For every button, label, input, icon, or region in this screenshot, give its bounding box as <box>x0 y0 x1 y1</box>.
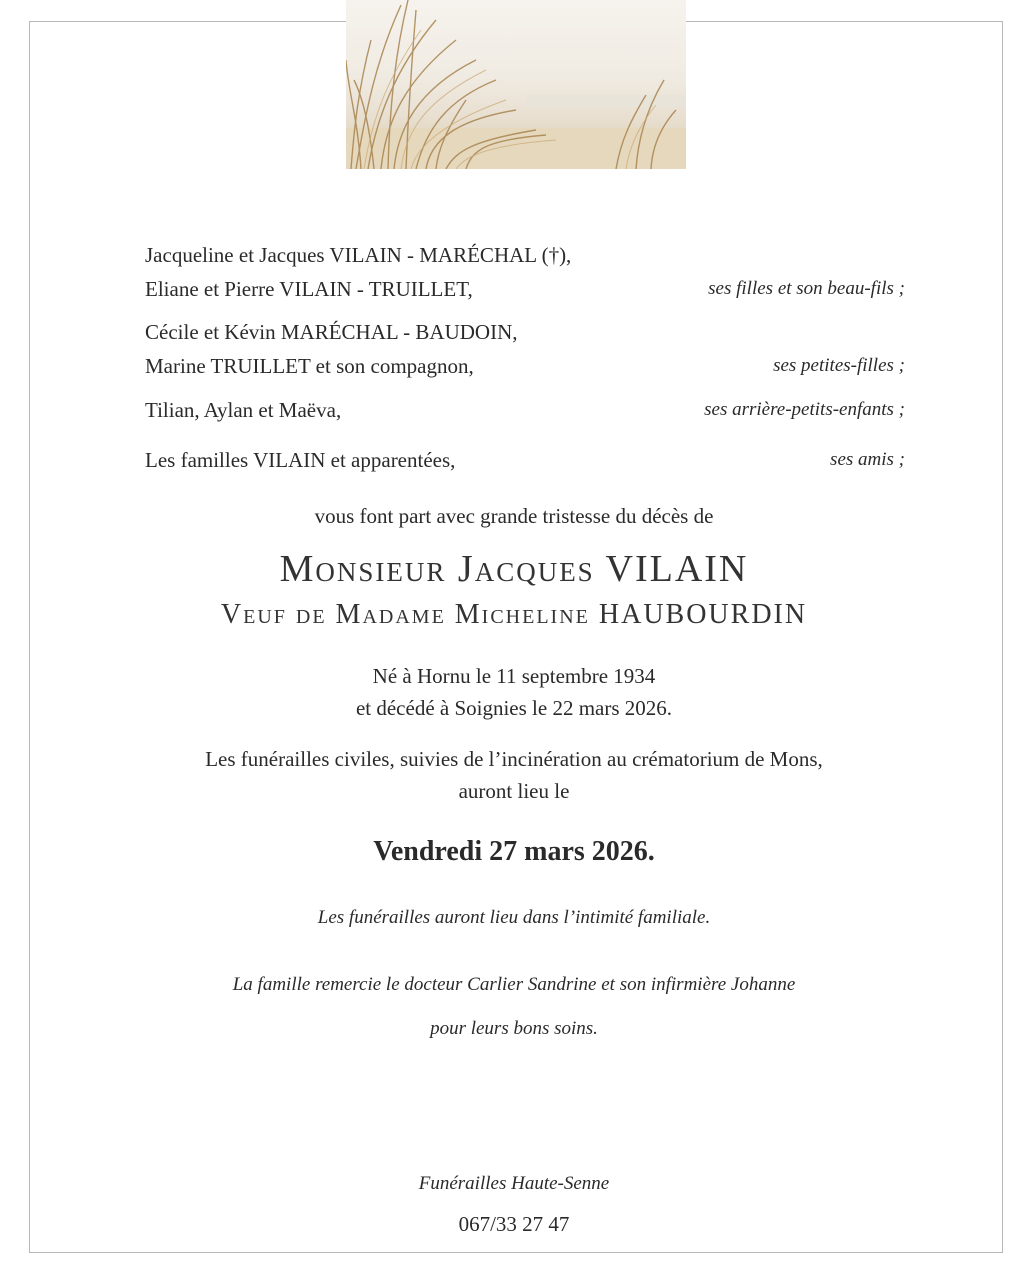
funeral-line: auront lieu le <box>458 779 570 803</box>
birth-death-dates <box>0 660 1028 724</box>
family-relation: ses petites-filles ; <box>773 355 905 376</box>
family-line <box>145 443 905 477</box>
family-relation: ses filles et son beau-fils ; <box>708 278 905 299</box>
family-names: Cécile et Kévin MARÉCHAL - BAUDOIN, <box>145 320 518 344</box>
family-names: Les familles VILAIN et apparentées, <box>145 448 456 472</box>
family-relation: ses amis ; <box>830 449 905 470</box>
family-names: Marine TRUILLET et son compagnon, <box>145 354 474 378</box>
death-line: et décédé à Soignies le 22 mars 2026. <box>355 696 673 720</box>
widow-of-line: Veuf de Madame Micheline HAUBOURDIN <box>220 599 808 630</box>
thanks-note <box>0 963 1028 1051</box>
undertaker-phone: 067/33 27 47 <box>458 1212 570 1236</box>
family-names: Jacqueline et Jacques VILAIN - MARÉCHAL (†), <box>145 243 572 267</box>
family-line <box>145 272 905 306</box>
funeral-date: Vendredi 27 mars 2026. <box>373 836 655 867</box>
thanks-line: pour leurs bons soins. <box>430 1018 598 1039</box>
family-names: Eliane et Pierre VILAIN - TRUILLET, <box>145 277 473 301</box>
thanks-line: La famille remercie le docteur Carlier Sandrine et son infirmière Johanne <box>232 974 796 995</box>
announcement-intro: vous font part avec grande tristesse du décès de <box>314 504 714 528</box>
page-border <box>29 21 1003 1253</box>
funeral-line: Les funérailles civiles, suivies de l’incinération au crématorium de Mons, <box>205 747 823 771</box>
undertaker-name: Funérailles Haute-Senne <box>418 1173 610 1194</box>
family-line <box>145 393 905 427</box>
birth-line: Né à Hornu le 11 septembre 1934 <box>372 664 656 688</box>
family-line <box>145 315 905 349</box>
family-relation: ses arrière-petits-enfants ; <box>704 399 905 420</box>
family-list <box>145 238 905 477</box>
family-line <box>145 238 905 272</box>
deceased-name: Monsieur Jacques VILAIN <box>279 548 749 590</box>
family-names: Tilian, Aylan et Maëva, <box>145 398 342 422</box>
family-line <box>145 349 905 383</box>
intimacy-note: Les funérailles auront lieu dans l’intimité familiale. <box>317 907 711 928</box>
dune-grass-photo <box>346 0 686 169</box>
funeral-info <box>0 743 1028 807</box>
